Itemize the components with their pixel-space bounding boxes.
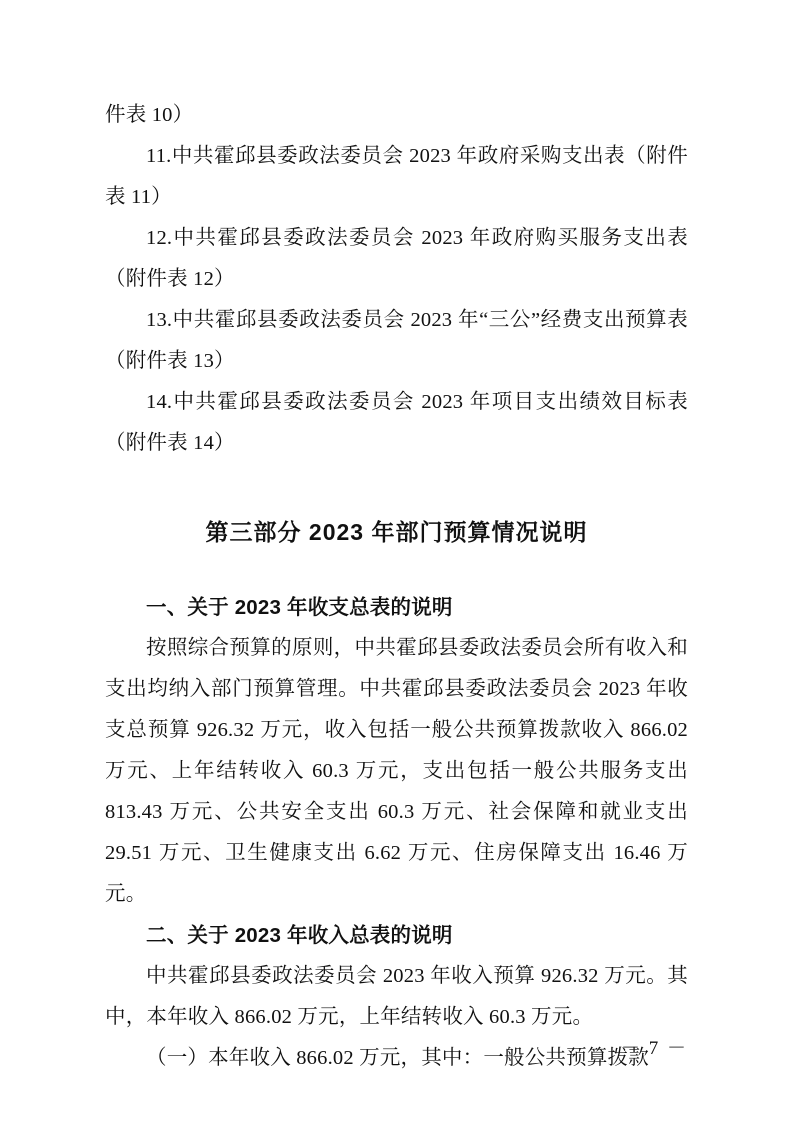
section-1-paragraph: 按照综合预算的原则，中共霍邱县委政法委员会所有收入和支出均纳入部门预算管理。中共霍邱县委政法委员会 2023 年收支总预算 926.32 万元，收入包括一般公共预算拨款收入 866.02 万元、上年结转收入 60.3 万元，支出包括一般公共服务支出 813.43 万元、公共安全支出 60.3 万元、社会保障和就业支出 29.51 万元、卫生健康支出 6.62 万元、住房保障支出 16.46 万元。 [105,637,688,905]
spacer [105,553,688,587]
spacer [105,464,688,512]
section-heading-1: 一、关于 2023 年收支总表的说明 [146,596,453,619]
list-item: 12.中共霍邱县委政法委员会 2023 年政府购买服务支出表（附件表 12） [105,227,688,290]
page-number: － 7 － [620,1038,688,1059]
document-body [105,95,688,1079]
section-heading-2: 二、关于 2023 年收入总表的说明 [146,924,453,947]
section-2-paragraph-1: 中共霍邱县委政法委员会 2023 年收入预算 926.32 万元。其中，本年收入 866.02 万元，上年结转收入 60.3 万元。 [105,965,688,1028]
section-2-paragraph-2: （一）本年收入 866.02 万元，其中：一般公共预算拨款 [146,1047,649,1069]
list-item: 13.中共霍邱县委政法委员会 2023 年“三公”经费支出预算表（附件表 13） [105,309,688,372]
part-heading: 第三部分 2023 年部门预算情况说明 [205,519,588,545]
list-item: 14.中共霍邱县委政法委员会 2023 年项目支出绩效目标表（附件表 14） [105,391,688,454]
list-continuation-line: 件表 10） [105,104,194,126]
list-item: 11.中共霍邱县委政法委员会 2023 年政府采购支出表（附件表 11） [105,145,688,208]
